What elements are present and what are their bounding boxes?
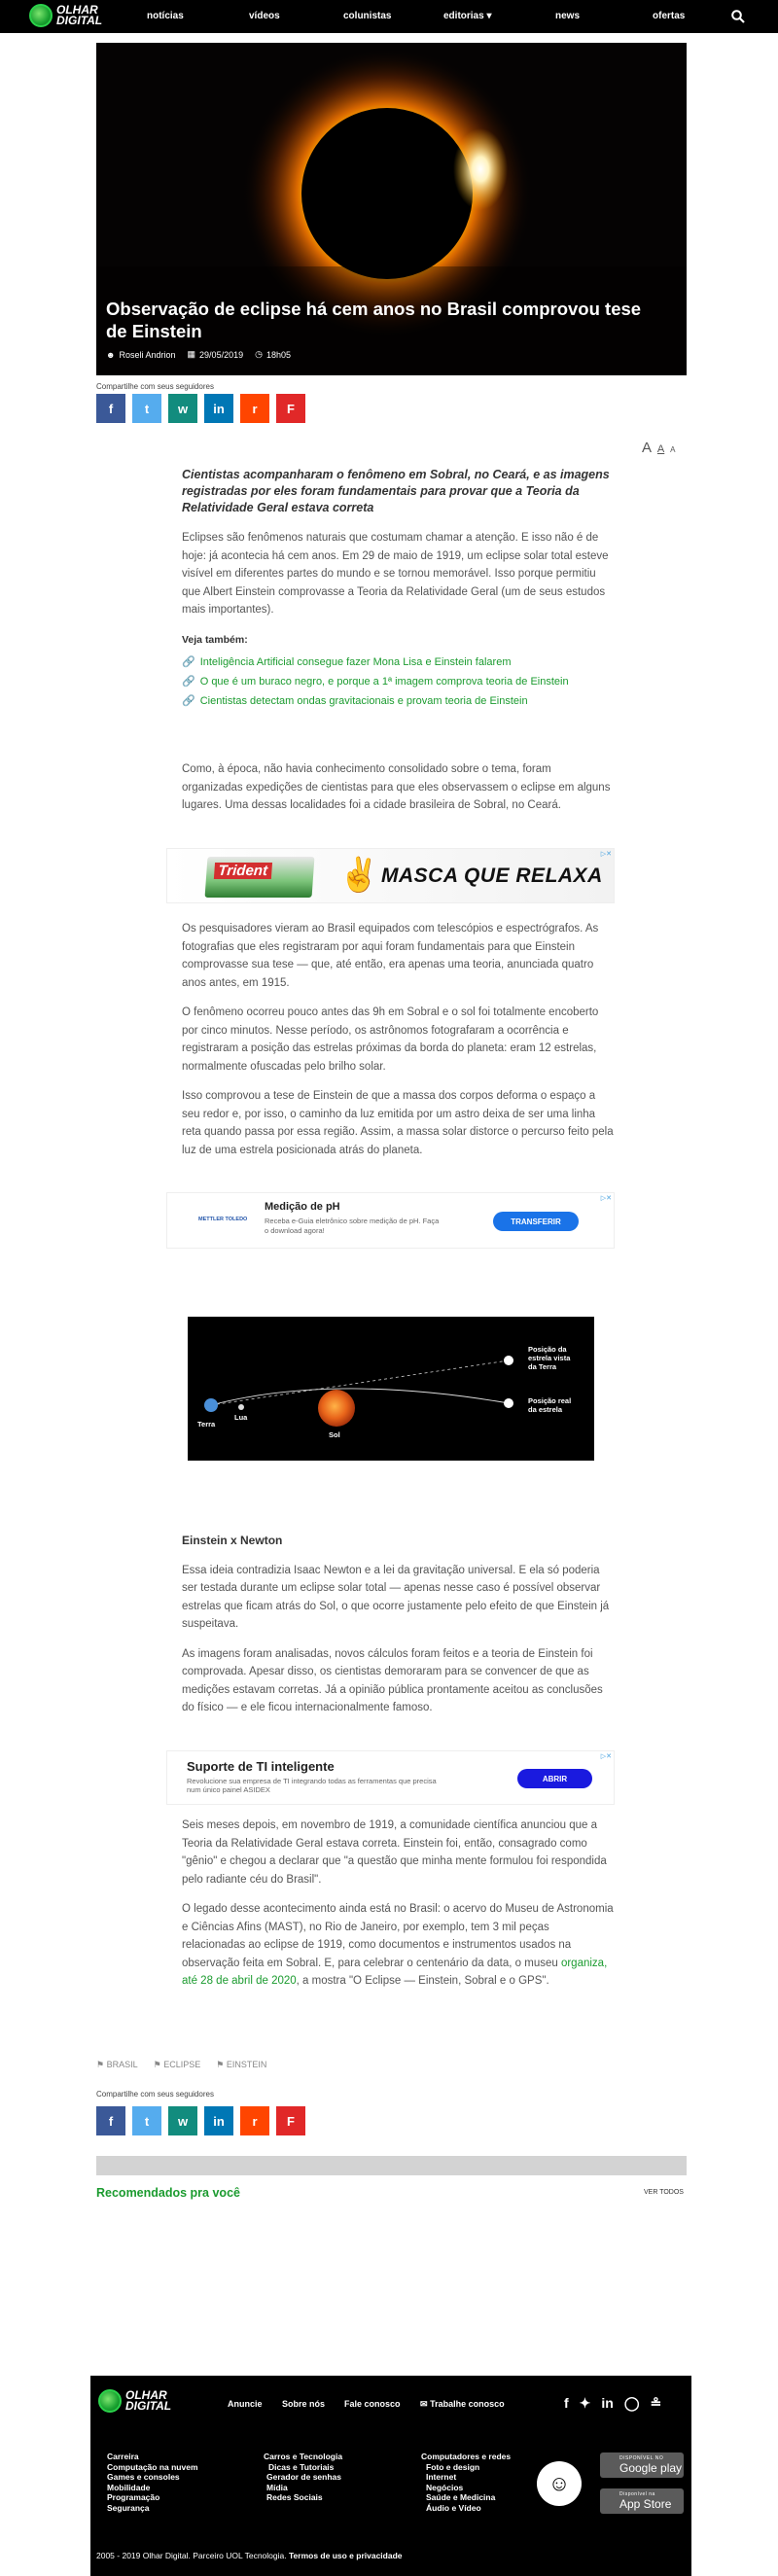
diagram-label-real-2: da estrela xyxy=(528,1405,563,1414)
tag-icon: ⚑ xyxy=(153,2060,161,2069)
article-body-2 xyxy=(182,760,615,815)
nav-colunistas[interactable]: colunistas xyxy=(343,11,392,21)
site-footer xyxy=(90,2376,691,2576)
footer-link[interactable]: Negócios xyxy=(426,2482,464,2492)
footer-link[interactable]: Carreira xyxy=(107,2452,139,2461)
diagram-label-lua: Lua xyxy=(234,1413,248,1422)
paragraph: Os pesquisadores vieram ao Brasil equipados com telescópios e espectrógrafos. As fotografias que eles registraram por aqui foram fundamentais para que Einstein comprovasse sua tese — que, até então, era apenas uma teoria, anunciada quatro anos antes, em 1915. xyxy=(182,923,599,989)
ti-ad-text: Revolucione sua empresa de TI integrando todas as ferramentas que precisa num único painel ASIDEX xyxy=(187,1777,437,1794)
article-body-5 xyxy=(182,1817,615,1991)
see-also-heading: Veja também: xyxy=(182,633,248,646)
app-store-badge[interactable]: Disponível na App Store xyxy=(600,2488,684,2514)
search-icon[interactable] xyxy=(731,10,745,23)
sun-icon xyxy=(318,1390,355,1427)
nav-news[interactable]: news xyxy=(555,11,581,21)
footer-link[interactable]: Programação xyxy=(107,2492,160,2502)
related-link[interactable]: Cientistas detectam ondas gravitacionais e provam teoria de Einstein xyxy=(199,695,528,707)
link-icon: 🔗 xyxy=(182,695,195,707)
light-bending-diagram xyxy=(188,1317,594,1461)
star-real-icon xyxy=(504,1398,513,1408)
user-icon: ☻ xyxy=(106,349,116,360)
top-navbar xyxy=(0,0,778,33)
facebook-share-icon[interactable]: f xyxy=(96,2106,125,2135)
linkedin-share-icon[interactable]: in xyxy=(204,394,233,423)
tags xyxy=(96,2060,266,2070)
logo-eye-icon xyxy=(98,2389,122,2413)
twitter-icon[interactable]: ✦ xyxy=(579,2395,591,2411)
footer-link[interactable]: Internet xyxy=(426,2472,457,2482)
related-link[interactable]: O que é um buraco negro, e porque a 1ª imagem comprova teoria de Einstein xyxy=(199,676,569,688)
gum-pack xyxy=(205,857,315,898)
calendar-icon: ▦ xyxy=(187,349,196,359)
logo-line2: DIGITAL xyxy=(56,14,103,27)
terms-link[interactable]: Termos de uso e privacidade xyxy=(288,2551,403,2560)
trident-slogan: MASCA QUE RELAXA xyxy=(381,865,603,887)
share-label-bottom: Compartilhe com seus seguidores xyxy=(96,2090,214,2099)
tag-item[interactable]: ⚑ ECLIPSE xyxy=(153,2060,201,2069)
paragraph: Isso comprovou a tese de Einstein de que a massa dos corpos deforma o espaço a seu redor e, por isso, o caminho da luz emitida por um astro deixa de ser uma linha reta quando passa por essa região. Assim, a massa solar distorce o percurso feito pela luz de uma estrela posicionada atrás do planeta. xyxy=(182,1090,614,1156)
reddit-share-icon[interactable]: r xyxy=(240,2106,269,2135)
article-body-1 xyxy=(182,467,615,711)
footer-col-3 xyxy=(421,2452,511,2513)
mascot-badge-icon: ☺ xyxy=(537,2461,582,2506)
nav-videos[interactable]: vídeos xyxy=(249,11,280,21)
footer-logo[interactable]: OLHAR DIGITAL xyxy=(98,2389,171,2413)
ph-ad-button[interactable]: TRANSFERIR xyxy=(493,1212,579,1231)
mail-icon: ✉ xyxy=(420,2399,428,2409)
diagram-label-terra: Terra xyxy=(197,1420,216,1429)
whatsapp-share-icon[interactable]: w xyxy=(168,2106,197,2135)
footer-link[interactable]: Dicas e Tutoriais xyxy=(268,2461,335,2472)
whatsapp-share-icon[interactable]: w xyxy=(168,394,197,423)
linkedin-icon[interactable]: in xyxy=(601,2395,614,2411)
paragraph: O legado desse acontecimento ainda está no Brasil: o acervo do Museu de Astronomia e Ciências Afins (MAST), no Rio de Janeiro, por exemplo, tem 3 mil peças relacionadas ao eclipse de 1919, como documentos e instrumentos usados na observação feita em Sobral. E, para celebrar o centenário da data, o museu organiza, até 28 de abril de 2020, a mostra "O Eclipse — Einstein, Sobral e o GPS". xyxy=(182,1903,614,1987)
diagram-label-apparent-1: Posição da xyxy=(528,1345,567,1354)
clock-icon: ◷ xyxy=(255,349,263,359)
museum-link[interactable]: organiza, até 28 de abril de 2020 xyxy=(182,1957,608,1987)
footer-link[interactable]: Games e consoles xyxy=(107,2472,180,2482)
see-all-link[interactable]: VER TODOS xyxy=(644,2189,684,2196)
paragraph: Seis meses depois, em novembro de 1919, a comunidade científica anunciou que a Teoria da Relatividade Geral estava correta. Einstein foi, então, consagrado como "gênio" e chegou a declarar que "a questão que minha mente formulou foi respondida pelo radiante céu do Brasil". xyxy=(182,1819,607,1886)
trident-ad[interactable] xyxy=(166,848,615,903)
article-title: Observação de eclipse há cem anos no Brasil comprovou tese de Einstein xyxy=(106,299,642,341)
ti-ad-title: Suporte de TI inteligente xyxy=(187,1759,335,1774)
diagram-label-apparent-3: da Terra xyxy=(528,1362,557,1371)
paragraph: O fenômeno ocorreu pouco antes das 9h em Sobral e o sol foi totalmente encoberto por cinco minutos. Nesse período, os astrônomos fotografaram a ocorrência e registraram a posição das estrelas próximas da borda do planeta: eram 12 estrelas, normalmente ofuscadas pelo brilho solar. xyxy=(182,1006,599,1073)
nav-noticias[interactable]: notícias xyxy=(147,11,184,21)
footer-link[interactable]: Foto e design xyxy=(426,2461,480,2472)
font-size-controls xyxy=(642,440,675,456)
footer-copyright: 2005 - 2019 Olhar Digital. Parceiro UOL Tecnologia. Termos de uso e privacidade xyxy=(96,2551,403,2560)
facebook-icon[interactable]: f xyxy=(564,2395,569,2411)
linkedin-share-icon[interactable]: in xyxy=(204,2106,233,2135)
logo-eye-icon xyxy=(29,4,53,27)
related-links xyxy=(182,653,615,711)
tag-item[interactable]: ⚑ BRASIL xyxy=(96,2060,138,2069)
reddit-share-icon[interactable]: r xyxy=(240,394,269,423)
paragraph: Eclipses são fenômenos naturais que costumam chamar a atenção. E isso não é de hoje: já acontecia há cem anos. Em 29 de maio de 1919, um eclipse solar total esteve visível em diferentes partes do mundo e se tornou memorável. Isso porque permitiu que Albert Einstein comprovasse a Teoria da Relatividade Geral (um de seus estudos mais importantes). xyxy=(182,532,609,616)
mettler-logo: METTLER TOLEDO xyxy=(198,1217,248,1222)
footer-link[interactable]: Computação na nuvem xyxy=(107,2461,198,2472)
paragraph: As imagens foram analisadas, novos cálculos foram feitos e a teoria de Einstein foi comprovada. Apesar disso, os cientistas demoraram para se convencer de que as medições estavam corretas. Já a opinião pública prontamente aceitou as conclusões do físico — e ele ficou internacionalmente famoso. xyxy=(182,1647,603,1713)
footer-link[interactable]: Mobilidade xyxy=(107,2482,151,2492)
footer-link[interactable]: Carros e Tecnologia xyxy=(264,2452,343,2461)
ph-ad[interactable] xyxy=(166,1192,615,1249)
moon-icon xyxy=(238,1404,244,1410)
tag-item[interactable]: ⚑ EINSTEIN xyxy=(216,2060,267,2069)
flipboard-share-icon[interactable]: F xyxy=(276,2106,305,2135)
star-apparent-icon xyxy=(504,1356,513,1365)
ad-choices-icon[interactable]: ▷✕ xyxy=(600,1753,612,1760)
section-subtitle: Einstein x Newton xyxy=(182,1534,283,1547)
footer-sobre[interactable]: Sobre nós xyxy=(282,2399,326,2409)
footer-trabalhe[interactable]: ✉ Trabalhe conosco xyxy=(420,2399,505,2409)
twitter-share-icon[interactable]: t xyxy=(132,394,161,423)
ti-ad[interactable] xyxy=(166,1750,615,1805)
footer-link[interactable]: Segurança xyxy=(107,2502,150,2513)
ph-ad-title: Medição de pH xyxy=(265,1201,340,1213)
footer-link[interactable]: Gerador de senhas xyxy=(266,2472,342,2482)
footer-col-1 xyxy=(107,2452,198,2513)
social-icons xyxy=(564,2395,661,2412)
ph-ad-text: Receba e-Guia eletrônico sobre medição de pH. Faça o download agora! xyxy=(265,1217,440,1235)
rss-icon[interactable]: ≗ xyxy=(650,2395,662,2411)
nav-editorias[interactable]: editorias ▾ xyxy=(443,11,492,21)
diagram-label-sol: Sol xyxy=(329,1430,340,1439)
article-meta xyxy=(106,349,291,360)
footer-col-2 xyxy=(264,2452,342,2503)
share-label: Compartilhe com seus seguidores xyxy=(96,382,214,391)
article-body-3 xyxy=(182,920,615,1159)
diagram-label-real-1: Posição real xyxy=(528,1396,572,1405)
ad-choices-icon[interactable]: ▷✕ xyxy=(600,1195,612,1202)
paragraph: Como, à época, não havia conhecimento consolidado sobre o tema, foram organizadas expedições de cientistas para que eles observassem o eclipse em alguns lugares. Uma dessas localidades foi a cidade brasileira de Sobral, no Ceará. xyxy=(182,763,611,811)
peace-hand-icon: ✌ xyxy=(338,857,380,894)
earth-icon xyxy=(204,1398,218,1412)
font-normal[interactable]: A xyxy=(656,443,665,455)
font-decrease[interactable]: A xyxy=(670,445,676,454)
hero-image xyxy=(96,43,687,375)
facebook-share-icon[interactable]: f xyxy=(96,394,125,423)
article-lead: Cientistas acompanharam o fenômeno em Sobral, no Ceará, e as imagens registradas por eles foram fundamentais para provar que a Teoria da Relatividade Geral estava correta xyxy=(182,468,610,514)
site-logo[interactable] xyxy=(29,4,102,27)
publish-date: 29/05/2019 xyxy=(199,349,244,360)
trident-brand: Trident xyxy=(214,863,272,879)
link-icon: 🔗 xyxy=(182,676,195,688)
ad-placeholder-bar xyxy=(96,2156,687,2175)
footer-fale[interactable]: Fale conosco xyxy=(344,2399,401,2409)
logo-line1: OLHAR xyxy=(56,3,98,17)
footer-link[interactable]: Áudio e Vídeo xyxy=(426,2502,481,2513)
paragraph: Essa ideia contradizia Isaac Newton e a lei da gravitação universal. E ela só poderia ser testada durante um eclipse solar total — apenas nesse caso é possível observar estrelas que ficam atrás do Sol, o que ocorre justamente pelo efeito de que Einstein já suspeitava. xyxy=(182,1564,610,1630)
nav-ofertas[interactable]: ofertas xyxy=(653,11,686,21)
diagram-label-apparent-2: estrela vista xyxy=(528,1354,571,1362)
publish-time: 18h05 xyxy=(265,349,291,360)
footer-link[interactable]: Mídia xyxy=(266,2482,288,2492)
footer-link[interactable]: Redes Sociais xyxy=(266,2492,323,2502)
share-buttons-bottom xyxy=(96,2106,305,2135)
share-buttons-top xyxy=(96,394,305,423)
footer-anuncie[interactable]: Anuncie xyxy=(228,2399,263,2409)
font-increase[interactable]: A xyxy=(642,440,653,456)
footer-link[interactable]: Computadores e redes xyxy=(421,2452,512,2461)
recommended-title: Recomendados pra você xyxy=(96,2186,240,2200)
author-name[interactable]: Roseli Andrion xyxy=(119,349,176,360)
twitter-share-icon[interactable]: t xyxy=(132,2106,161,2135)
article-body-4 xyxy=(182,1532,615,1717)
tag-icon: ⚑ xyxy=(96,2060,105,2069)
footer-link[interactable]: Saúde e Medicina xyxy=(426,2492,496,2502)
ti-ad-button[interactable]: ABRIR xyxy=(517,1769,592,1788)
link-icon: 🔗 xyxy=(182,656,195,668)
tag-icon: ⚑ xyxy=(216,2060,225,2069)
ad-choices-icon[interactable]: ▷✕ xyxy=(600,851,612,858)
related-link[interactable]: Inteligência Artificial consegue fazer Mona Lisa e Einstein falarem xyxy=(199,656,512,668)
flipboard-share-icon[interactable]: F xyxy=(276,394,305,423)
google-play-badge[interactable]: DISPONÍVEL NO Google play xyxy=(600,2452,684,2478)
instagram-icon[interactable]: ◯ xyxy=(623,2395,640,2411)
